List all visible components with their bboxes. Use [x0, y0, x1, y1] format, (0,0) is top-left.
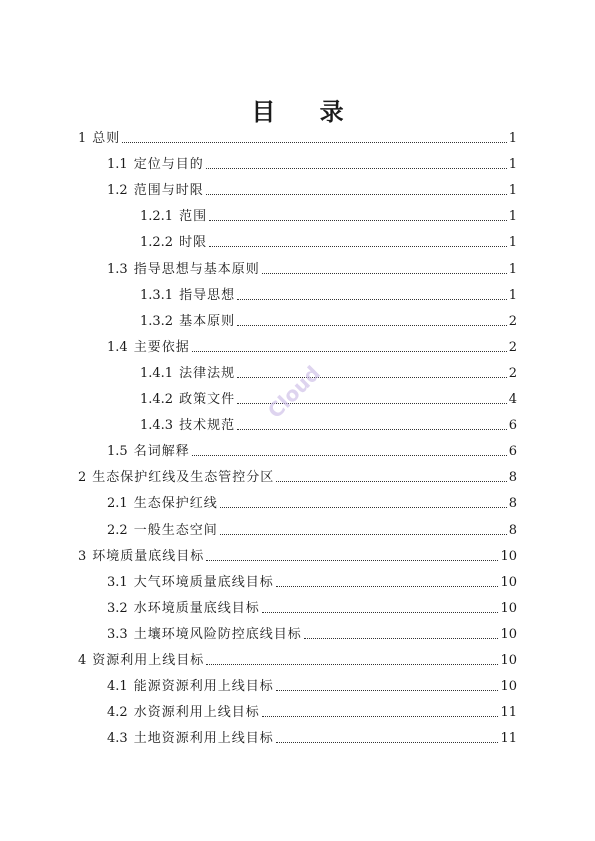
toc-entry-page: 4 [508, 392, 517, 407]
toc-entry[interactable] [140, 414, 517, 434]
toc-entry-text: 政策文件 [179, 392, 236, 407]
toc-entry[interactable] [107, 675, 517, 695]
toc-dot-leader [192, 455, 507, 456]
toc-dot-leader [262, 273, 507, 274]
toc-entry-text: 土地资源利用上线目标 [133, 731, 274, 747]
toc-entry-text: 总则 [92, 131, 121, 146]
toc-dot-leader [206, 194, 507, 195]
toc-entry-number: 1.5 [107, 444, 128, 460]
toc-entry-number: 2.1 [107, 496, 128, 512]
toc-entry-page: 8 [508, 470, 517, 486]
toc-entry[interactable] [140, 310, 517, 330]
toc-entry-page: 1 [508, 157, 517, 173]
toc-entry[interactable] [107, 623, 517, 643]
toc-entry-page: 11 [500, 705, 517, 721]
toc-dot-leader [237, 377, 507, 378]
toc-entry-number: 1.1 [107, 157, 128, 173]
toc-entry-page: 8 [508, 522, 517, 538]
toc-entry-text: 环境质量底线目标 [92, 548, 205, 564]
toc-entry-text: 指导思想与基本原则 [133, 261, 260, 277]
toc-entry-text: 水资源利用上线目标 [133, 705, 260, 721]
toc-entry-text: 一般生态空间 [133, 522, 218, 538]
toc-entry[interactable] [107, 701, 517, 721]
toc-entry-page: 1 [508, 183, 517, 199]
toc-entry-page: 2 [508, 313, 517, 329]
toc-entry-page: 10 [500, 600, 517, 616]
toc-entry[interactable] [107, 571, 517, 591]
toc-entry[interactable] [107, 179, 517, 199]
toc-entry[interactable] [78, 649, 517, 669]
toc-entry[interactable] [107, 440, 517, 460]
toc-dot-leader [220, 507, 507, 508]
toc-dot-leader [220, 534, 507, 535]
toc-entry[interactable] [78, 127, 517, 147]
toc-title: 目 录 [251, 97, 362, 126]
toc-entry-page: 1 [508, 209, 517, 225]
toc-dot-leader [206, 664, 498, 665]
toc-dot-leader [209, 220, 507, 221]
toc-entry[interactable] [140, 284, 517, 304]
toc-entry-number: 1.3.2 [140, 313, 174, 329]
toc-entry-number: 3.2 [107, 600, 128, 616]
toc-entry-text: 土壤环境风险防控底线目标 [133, 626, 302, 642]
toc-entry-page: 1 [508, 261, 517, 277]
toc-entry-number: 1.4.1 [140, 365, 174, 381]
toc-dot-leader [206, 168, 507, 169]
toc-entry[interactable] [107, 492, 517, 512]
toc-dot-leader [237, 299, 507, 300]
toc-entry-page: 10 [500, 548, 517, 564]
toc-entry-text: 范围与时限 [133, 183, 204, 199]
toc-dot-leader [262, 612, 499, 613]
toc-entry-text: 技术规范 [179, 418, 236, 434]
toc-entry[interactable] [107, 336, 517, 356]
toc-entry[interactable] [140, 362, 517, 382]
toc-entry-page: 10 [500, 679, 517, 695]
toc-entry[interactable] [78, 545, 517, 565]
toc-entry-text: 范围 [179, 209, 208, 225]
toc-entry-number: 3 [78, 548, 87, 564]
toc-dot-leader [206, 560, 498, 561]
toc-entry-page: 10 [500, 574, 517, 590]
toc-entry-page: 6 [508, 444, 517, 460]
toc-entry-number: 1 [78, 131, 87, 146]
toc-dot-leader [262, 716, 499, 717]
toc-entry-number: 1.2 [107, 183, 128, 199]
toc-dot-leader [122, 142, 506, 143]
toc-entry-text: 生态保护红线及生态管控分区 [92, 470, 275, 486]
toc-entry-page: 1 [508, 287, 517, 303]
toc-entry-text: 法律法规 [179, 365, 236, 381]
toc-dot-leader [192, 351, 507, 352]
toc-entry-number: 1.2.2 [140, 235, 174, 251]
toc-entry-page: 8 [508, 496, 517, 512]
toc-entry-text: 指导思想 [179, 287, 236, 303]
toc-entry-number: 2.2 [107, 522, 128, 538]
toc-entry-text: 主要依据 [133, 339, 190, 355]
toc-entry[interactable] [140, 388, 517, 408]
toc-dot-leader [209, 246, 507, 247]
toc-entry-page: 1 [508, 131, 517, 146]
toc-entry-page: 10 [500, 653, 517, 668]
toc-entry-number: 4.3 [107, 731, 128, 747]
toc-entry[interactable] [140, 205, 517, 225]
toc-entry-number: 1.4.3 [140, 418, 174, 434]
toc-dot-leader [237, 325, 507, 326]
toc-entry-page: 10 [500, 626, 517, 642]
toc-entry[interactable] [107, 519, 517, 539]
toc-entry[interactable] [107, 727, 517, 747]
toc-dot-leader [276, 742, 499, 743]
toc-entry[interactable] [107, 153, 517, 173]
toc-entry[interactable] [107, 258, 517, 278]
toc-entry-page: 2 [508, 339, 517, 355]
toc-entry-number: 1.3 [107, 261, 128, 277]
toc-dot-leader [276, 481, 506, 482]
toc-dot-leader [237, 429, 507, 430]
toc-entry-text: 定位与目的 [133, 157, 204, 173]
toc-entry-text: 基本原则 [179, 313, 236, 329]
watermark-logo: Cloud [262, 360, 325, 424]
toc-entry-text: 资源利用上线目标 [92, 653, 205, 668]
toc-entry-text: 能源资源利用上线目标 [133, 679, 274, 695]
toc-entry-number: 1.2.1 [140, 209, 174, 225]
toc-dot-leader [276, 690, 499, 691]
toc-entry-text: 大气环境质量底线目标 [133, 574, 274, 590]
toc-entry-page: 2 [508, 365, 517, 381]
toc-entry-text: 时限 [179, 235, 208, 251]
toc-entry[interactable] [107, 597, 517, 617]
toc-entry[interactable] [78, 466, 517, 486]
toc-entry-number: 4.2 [107, 705, 128, 721]
toc-entry-page: 11 [500, 731, 517, 747]
toc-entry-number: 4.1 [107, 679, 128, 695]
toc-entry-number: 1.4 [107, 339, 128, 355]
toc-entry[interactable] [140, 231, 517, 251]
toc-entry-number: 4 [78, 653, 87, 668]
toc-entry-text: 水环境质量底线目标 [133, 600, 260, 616]
toc-entry-page: 1 [508, 235, 517, 251]
toc-entry-number: 3.3 [107, 626, 128, 642]
toc-entry-number: 3.1 [107, 574, 128, 590]
toc-entry-number: 1.3.1 [140, 287, 174, 303]
toc-entry-text: 生态保护红线 [133, 496, 218, 512]
toc-entry-page: 6 [508, 418, 517, 434]
toc-entry-number: 2 [78, 470, 87, 486]
toc-dot-leader [276, 586, 499, 587]
toc-dot-leader [304, 638, 499, 639]
toc-entry-text: 名词解释 [133, 444, 190, 460]
toc-entry-number: 1.4.2 [140, 392, 174, 407]
